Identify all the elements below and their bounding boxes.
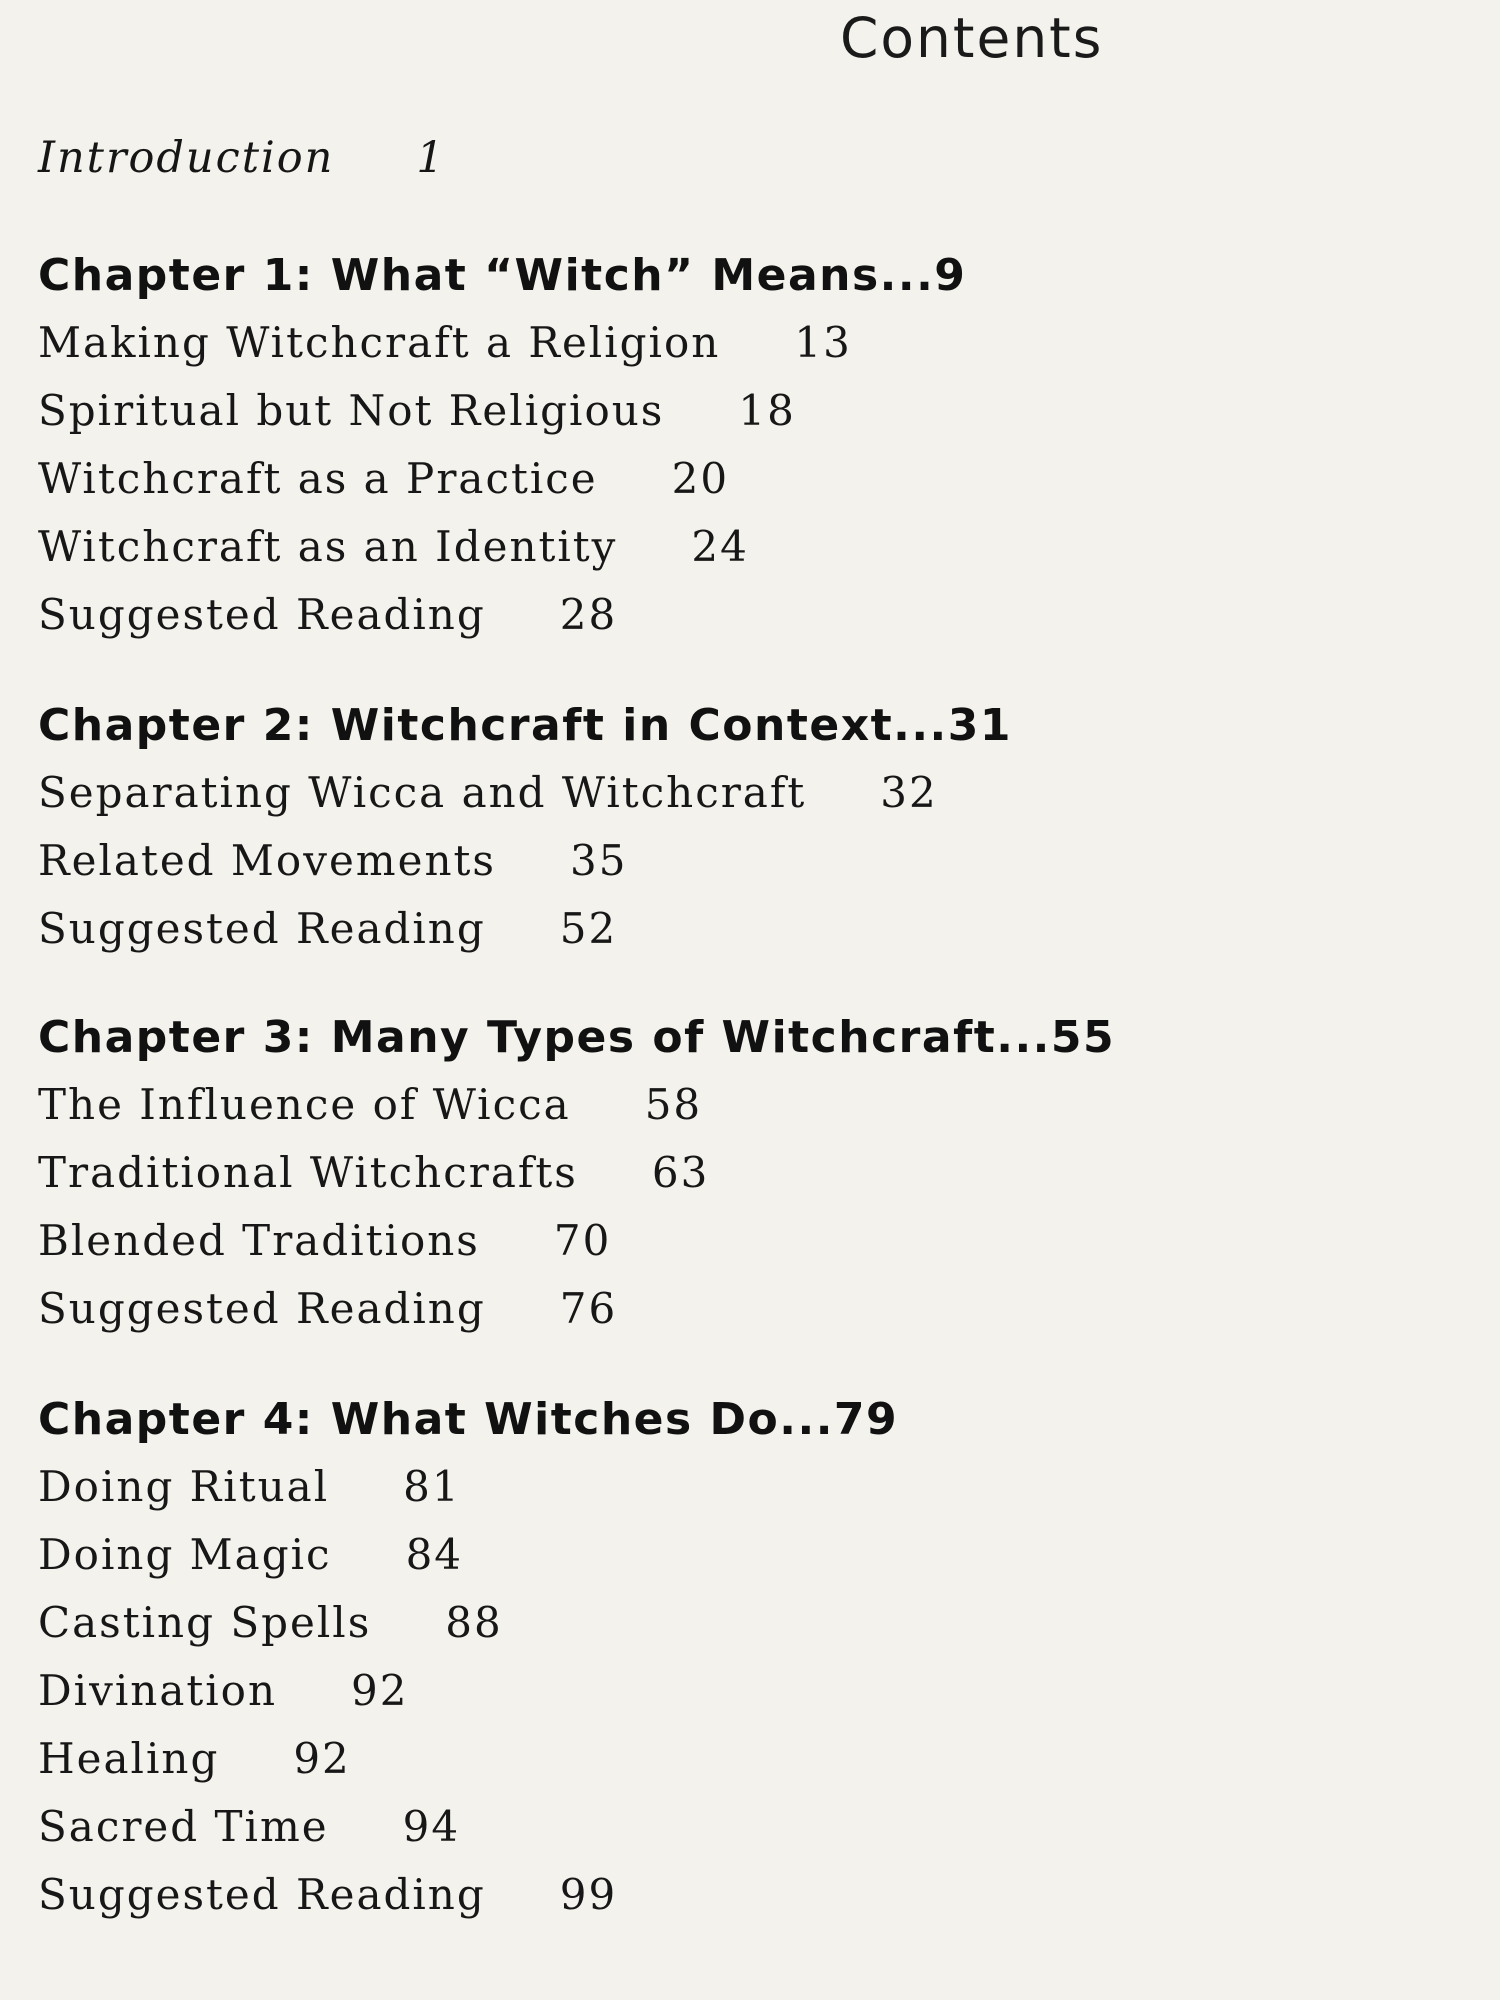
toc-entry[interactable] [38, 1530, 463, 1579]
toc-entry-page: 32 [880, 768, 938, 817]
toc-entry-label: Sacred Time [38, 1802, 329, 1851]
toc-entry[interactable] [38, 522, 749, 571]
toc-entry-label: Casting Spells [38, 1598, 372, 1647]
toc-entry-label: Suggested Reading [38, 1870, 486, 1919]
toc-entry[interactable] [38, 1284, 617, 1333]
toc-entry-page: 81 [403, 1462, 461, 1511]
toc-entry[interactable] [38, 454, 729, 503]
toc-entry-label: Suggested Reading [38, 1284, 486, 1333]
toc-entry-page: 20 [671, 454, 730, 503]
toc-entry-page: 28 [559, 590, 618, 639]
chapter-1-heading[interactable]: Chapter 1: What “Witch” Means...9 [38, 250, 967, 301]
toc-entry-page: 35 [569, 836, 628, 885]
toc-entry[interactable] [38, 1666, 408, 1715]
toc-entry[interactable] [38, 1802, 460, 1851]
toc-entry[interactable] [38, 1598, 503, 1647]
toc-entry-label: Doing Ritual [38, 1462, 330, 1511]
toc-entry[interactable] [38, 386, 796, 435]
toc-entry-label: Making Witchcraft a Religion [38, 318, 721, 367]
toc-introduction-page: 1 [416, 133, 446, 183]
toc-entry-label: Suggested Reading [38, 590, 486, 639]
toc-entry-label: Separating Wicca and Witchcraft [38, 768, 807, 817]
toc-entry-page: 63 [651, 1148, 710, 1197]
toc-introduction[interactable] [38, 133, 446, 183]
toc-entry-page: 92 [351, 1666, 409, 1715]
toc-entry[interactable] [38, 1080, 702, 1129]
toc-entry-page: 18 [738, 386, 796, 435]
toc-entry[interactable] [38, 318, 852, 367]
toc-entry-label: Spiritual but Not Religious [38, 386, 665, 435]
toc-entry-label: Blended Traditions [38, 1216, 480, 1265]
toc-entry-label: Witchcraft as an Identity [38, 522, 618, 571]
toc-entry-label: Divination [38, 1666, 278, 1715]
toc-entry[interactable] [38, 590, 617, 639]
toc-entry-page: 94 [402, 1802, 461, 1851]
toc-entry-label: Doing Magic [38, 1530, 332, 1579]
toc-entry-page: 13 [794, 318, 852, 367]
toc-entry[interactable] [38, 836, 627, 885]
toc-entry-label: Suggested Reading [38, 904, 486, 953]
toc-entry-page: 84 [405, 1530, 464, 1579]
toc-entry[interactable] [38, 1734, 351, 1783]
toc-entry[interactable] [38, 904, 617, 953]
toc-entry-page: 88 [445, 1598, 503, 1647]
toc-entry[interactable] [38, 1870, 617, 1919]
toc-entry-label: The Influence of Wicca [38, 1080, 571, 1129]
toc-entry-label: Traditional Witchcrafts [38, 1148, 578, 1197]
toc-entry[interactable] [38, 1216, 611, 1265]
chapter-3-heading[interactable]: Chapter 3: Many Types of Witchcraft...55 [38, 1012, 1116, 1063]
toc-entry[interactable] [38, 768, 938, 817]
toc-entry-page: 24 [691, 522, 749, 571]
page-title: Contents [840, 6, 1104, 70]
toc-entry[interactable] [38, 1148, 709, 1197]
toc-entry-page: 70 [553, 1216, 612, 1265]
toc-entry-page: 58 [644, 1080, 703, 1129]
toc-entry-page: 52 [559, 904, 618, 953]
toc-introduction-label: Introduction [38, 133, 335, 183]
toc-entry-label: Related Movements [38, 836, 496, 885]
toc-entry[interactable] [38, 1462, 461, 1511]
toc-entry-page: 76 [559, 1284, 618, 1333]
toc-entry-label: Healing [38, 1734, 220, 1783]
toc-entry-page: 92 [293, 1734, 351, 1783]
chapter-4-heading[interactable]: Chapter 4: What Witches Do...79 [38, 1394, 899, 1445]
chapter-2-heading[interactable]: Chapter 2: Witchcraft in Context...31 [38, 700, 1012, 751]
toc-entry-page: 99 [559, 1870, 618, 1919]
toc-entry-label: Witchcraft as a Practice [38, 454, 598, 503]
